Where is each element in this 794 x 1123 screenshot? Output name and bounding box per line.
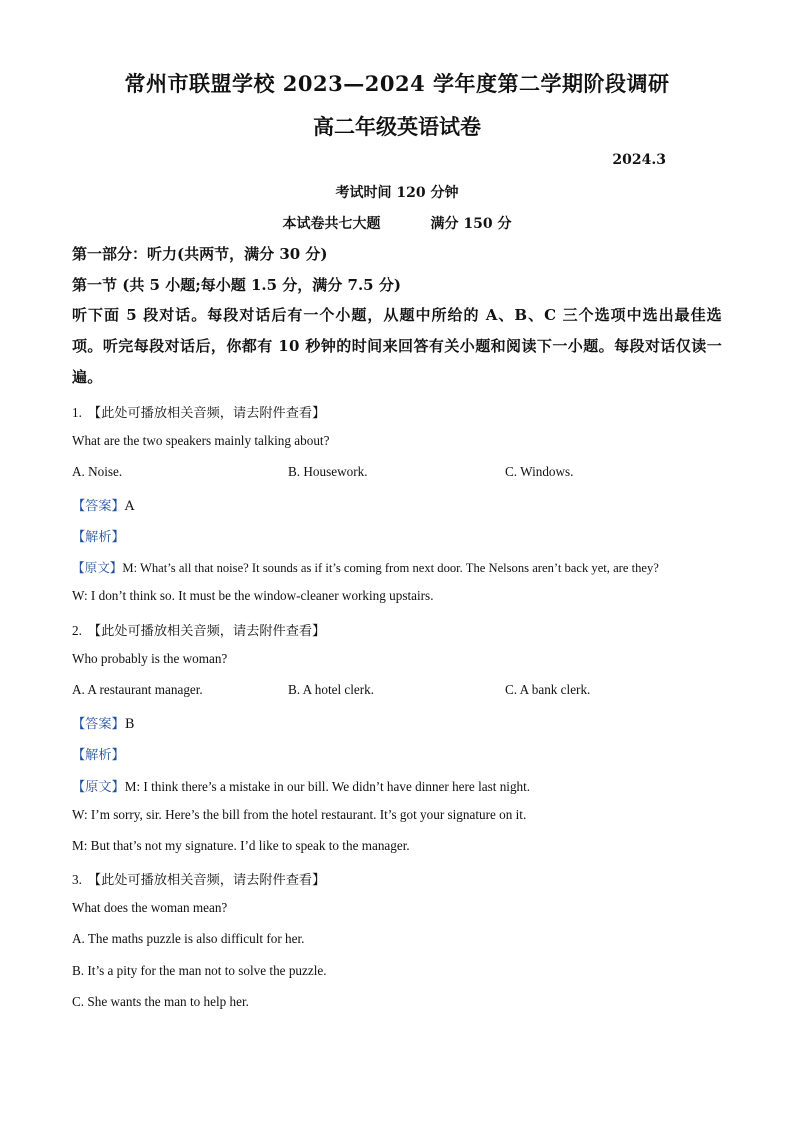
answer-value: B (124, 717, 135, 732)
question-3-option-c: C. She wants the man to help her. (72, 994, 249, 1009)
section1-heading: 第一节 (共 5 小题;每小题 1.5 分，满分 7.5 分) (72, 276, 401, 294)
question-2-answer (72, 713, 134, 732)
full-score: 满分 150 分 (430, 216, 512, 232)
question-2-transcript-line-2: W: I’m sorry, sir. Here’s the bill from the hotel restaurant. It’s got your signature on it. (72, 807, 527, 822)
audio-note: 【此处可播放相关音频，请去附件查看】 (87, 623, 326, 638)
exam-subtitle: 高二年级英语试卷 (313, 114, 481, 139)
question-1-option-c: C. Windows. (505, 464, 574, 479)
question-1-analysis-label: 【解析】 (72, 530, 125, 545)
question-1-answer (72, 495, 134, 514)
question-2-transcript-line-1 (72, 776, 530, 795)
question-3-option-b: B. It’s a pity for the man not to solve the puzzle. (72, 963, 327, 978)
question-2-header (72, 620, 325, 639)
question-3-option-a: A. The maths puzzle is also difficult for her. (72, 931, 305, 946)
transcript-label: 【原文】 (72, 779, 125, 794)
audio-note: 【此处可播放相关音频，请去附件查看】 (87, 405, 326, 420)
question-number: 1. (72, 405, 82, 420)
transcript-text: M: I think there’s a mistake in our bill. We didn’t have dinner here last night. (124, 779, 531, 794)
question-2-option-b: B. A hotel clerk. (288, 682, 375, 697)
exam-title: 常州市联盟学校 2023—2024 学年度第二学期阶段调研 (124, 71, 670, 96)
question-2-option-a: A. A restaurant manager. (72, 682, 203, 697)
transcript-label: 【原文】 (72, 561, 123, 575)
answer-value: A (124, 499, 135, 514)
question-2-analysis-label: 【解析】 (72, 748, 125, 763)
question-1-option-b: B. Housework. (288, 464, 368, 479)
exam-date: 2024.3 (612, 152, 666, 168)
question-1-transcript-line-2: W: I don’t think so. It must be the window-cleaner working upstairs. (72, 588, 434, 603)
question-1-option-a: A. Noise. (72, 464, 123, 479)
exam-time: 考试时间 120 分钟 (335, 185, 459, 201)
audio-note: 【此处可播放相关音频，请去附件查看】 (87, 872, 326, 887)
exam-scope-line (0, 213, 794, 233)
question-number: 2. (72, 623, 82, 638)
question-1-header (72, 402, 325, 421)
question-2-text: Who probably is the woman? (72, 651, 228, 666)
question-2-option-c: C. A bank clerk. (505, 682, 591, 697)
exam-scope: 本试卷共七大题 (282, 216, 381, 232)
listening-instructions: 听下面 5 段对话。每段对话后有一个小题，从题中所给的 A、B、C 三个选项中选出最佳选项。听完每段对话后，你都有 10 秒钟的时间来回答有关小题和阅读下一小题。每段对话仅读一遍。 (72, 306, 722, 386)
answer-label: 【答案】 (72, 717, 125, 732)
question-2-transcript-line-3: M: But that’s not my signature. I’d like to speak to the manager. (72, 838, 410, 853)
question-3-header (72, 869, 325, 888)
question-1-transcript-line-1 (72, 557, 659, 576)
question-number: 3. (72, 872, 82, 887)
part1-heading: 第一部分：听力(共两节，满分 30 分) (72, 245, 328, 263)
answer-label: 【答案】 (72, 499, 125, 514)
question-1-text: What are the two speakers mainly talking about? (72, 433, 330, 448)
question-3-text: What does the woman mean? (72, 900, 228, 915)
transcript-text: M: What’s all that noise? It sounds as if it’s coming from next door. The Nelsons aren’t back yet, are they? (122, 561, 659, 575)
